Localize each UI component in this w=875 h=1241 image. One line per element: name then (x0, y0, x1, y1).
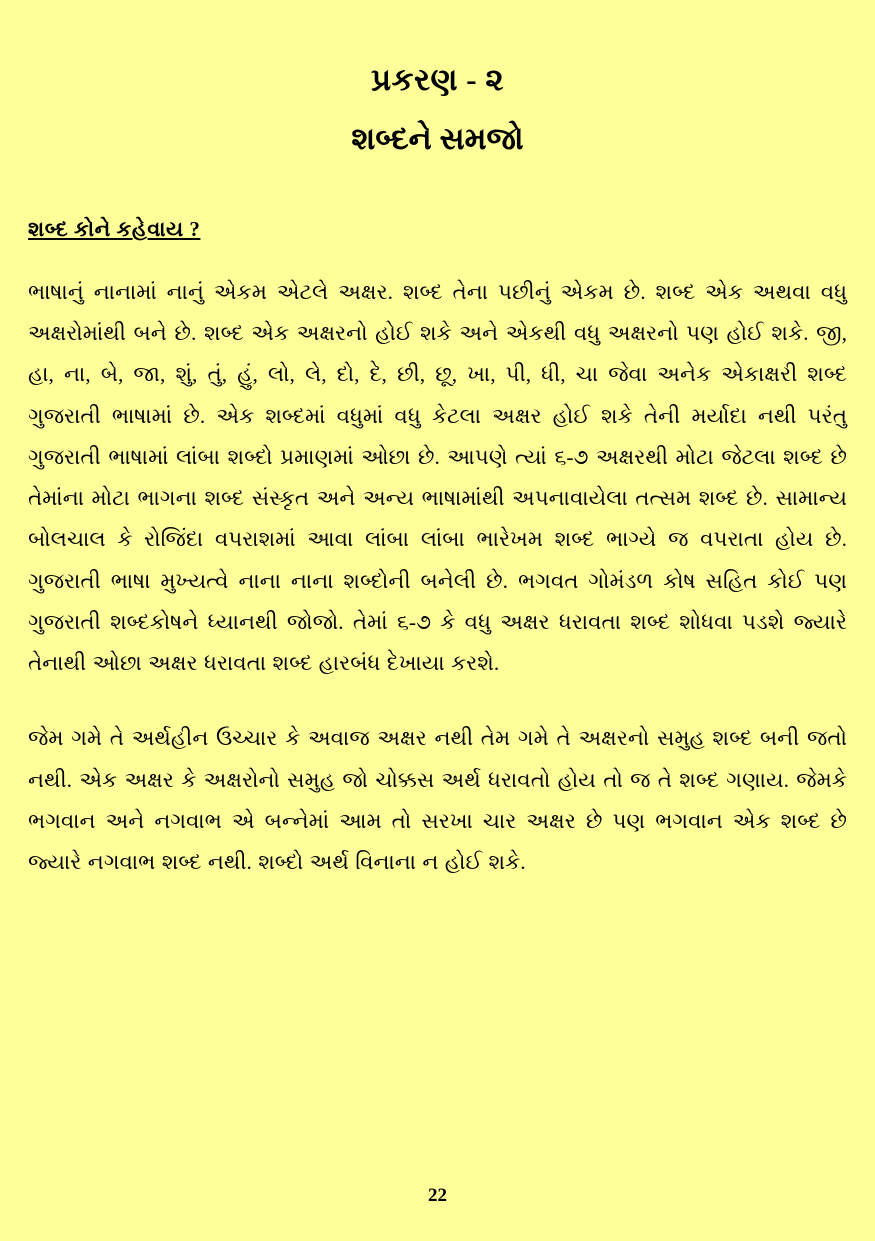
paragraph-2: જેમ ગમે તે અર્થહીન ઉચ્ચાર કે અવાજ અક્ષર નથી તેમ ગમે તે અક્ષરનો સમુહ શબ્દ બની જતો નથી. એક અક્ષર કે અક્ષરોનો સમુહ જો ચોક્કસ અર્થ ધરાવતો હોય તો જ તે શબ્દ ગણાય. જેમકે ભગવાન અને નગવાભ એ બન્નેમાં આમ તો સરખા ચાર અક્ષર છે પણ ભગવાન એક શબ્દ છે જ્યારે નગવાભ શબ્દ નથી. શબ્દો અર્થ વિનાના ન હોઈ શકે. (28, 726, 847, 875)
chapter-title: શબ્દને સમજો (351, 121, 524, 157)
section-heading: શબ્દ કોને કહેવાય ? (28, 216, 201, 241)
paragraph-1: ભાષાનું નાનામાં નાનું એકમ એટલે અક્ષર. શબ્દ તેના પછીનું એકમ છે. શબ્દ એક અથવા વધુ અક્ષરોમાંથી બને છે. શબ્દ એક અક્ષરનો હોઈ શકે અને એકથી વધુ અક્ષરનો પણ હોઈ શકે. જી, હા, ના, બે, જા, શું, તું, હું, લો, લે, દો, દે, છી, છૂ, ખા, પી, ધી, ચા જેવા અનેક એકાક્ષરી શબ્દ ગુજરાતી ભાષામાં છે. એક શબ્દમાં વધુમાં વધુ કેટલા અક્ષર હોઈ શકે તેની મર્યાદા નથી પરંતુ ગુજરાતી ભાષામાં લાંબા શબ્દો પ્રમાણમાં ઓછા છે. આપણે ત્યાં ૬-૭ અક્ષરથી મોટા જેટલા શબ્દ છે તેમાંના મોટા ભાગના શબ્દ સંસ્કૃત અને અન્ય ભાષામાંથી અપનાવાયેલા તત્સમ શબ્દ છે. સામાન્ય બોલચાલ કે રોજિંદા વપરાશમાં આવા લાંબા લાંબા ભારેખમ શબ્દ ભાગ્યે જ વપરાતા હોય છે. ગુજરાતી ભાષા મુખ્યત્વે નાના નાના શબ્દોની બનેલી છે. ભગવત ગોમંડળ કોષ સહિત કોઈ પણ ગુજરાતી શબ્દકોષને ધ્યાનથી જોજો. તેમાં ૬-૭ કે વધુ અક્ષર ધરાવતા શબ્દ શોધવા પડશે જ્યારે તેનાથી ઓછા અક્ષર ધરાવતા શબ્દ હારબંધ દેખાયા કરશે. (28, 279, 847, 676)
chapter-heading: પ્રકરણ - ૨ (370, 62, 505, 97)
page-number: 22 (428, 1185, 447, 1206)
